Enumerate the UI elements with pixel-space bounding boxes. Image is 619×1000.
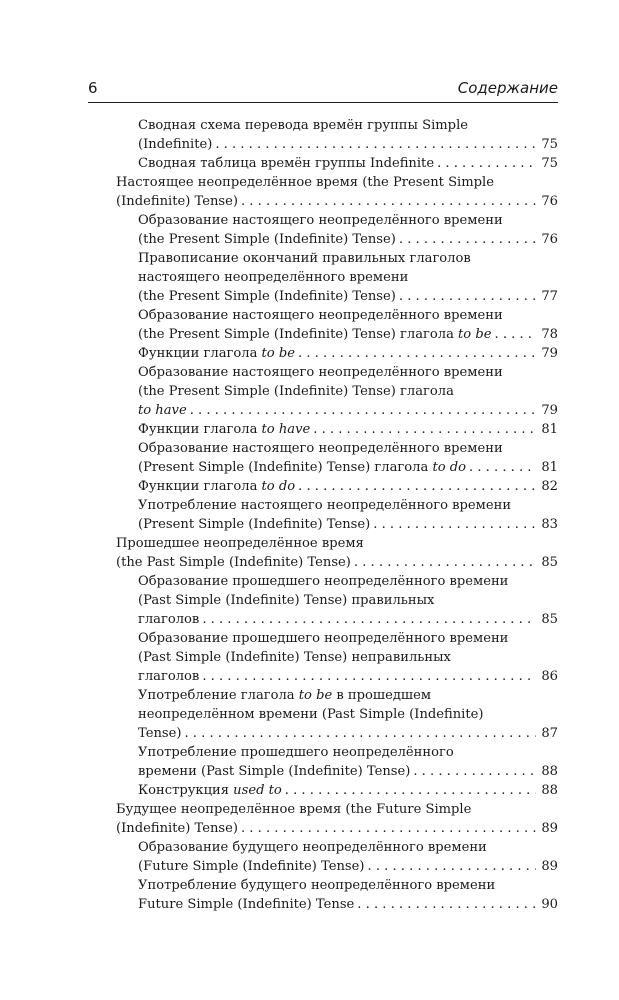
toc-page-number: 87 <box>541 726 558 741</box>
dot-leader <box>399 230 536 249</box>
dot-leader <box>354 553 536 572</box>
toc-page-number: 75 <box>541 156 558 171</box>
toc-entry <box>138 496 558 534</box>
toc-entry <box>138 154 558 173</box>
dot-leader <box>285 781 536 800</box>
toc-page-number: 81 <box>541 422 558 437</box>
toc-entry-line: Образование прошедшего неопределённого времени <box>138 631 509 646</box>
toc-entry-line: (the Present Simple (Indefinite) Tense) глагола to be <box>138 327 492 342</box>
toc-entry-line: Образование настоящего неопределённого времени <box>138 365 503 380</box>
dot-leader <box>368 857 537 876</box>
toc-entry-line: (Past Simple (Indefinite) Tense) правильных <box>138 593 435 608</box>
toc-page-number: 76 <box>541 232 558 247</box>
toc-page-number: 83 <box>541 517 558 532</box>
toc-entry-line: Future Simple (Indefinite) Tense <box>138 897 355 912</box>
page-number: 6 <box>88 79 98 97</box>
dot-leader <box>215 135 536 154</box>
dot-leader <box>241 819 536 838</box>
toc-entry-line: Прошедшее неопределённое время <box>116 536 364 551</box>
toc-entry-line: Конструкция used to <box>138 783 282 798</box>
dot-leader <box>413 762 536 781</box>
dot-leader <box>202 667 536 686</box>
toc-page-number: 79 <box>541 346 558 361</box>
toc-entry-line: времени (Past Simple (Indefinite) Tense) <box>138 764 411 779</box>
toc-entry-line: (Indefinite) Tense) <box>116 821 238 836</box>
toc-page-number: 85 <box>541 612 558 627</box>
dot-leader <box>298 477 536 496</box>
toc-entry <box>138 572 558 629</box>
dot-leader <box>357 895 536 914</box>
dot-leader <box>298 344 536 363</box>
toc-entry-line: Употребление будущего неопределённого времени <box>138 878 496 893</box>
toc-page-number: 77 <box>541 289 558 304</box>
toc-entry-line: (Indefinite) <box>138 137 213 152</box>
toc-entry-line: (the Present Simple (Indefinite) Tense) <box>138 289 396 304</box>
toc-entry-line: настоящего неопределённого времени <box>138 270 409 285</box>
toc-entry-line: Будущее неопределённое время (the Future Simple <box>116 802 472 817</box>
toc-entry-line: Образование прошедшего неопределённого времени <box>138 574 509 589</box>
toc-entry-line: неопределённом времени (Past Simple (Indefinite) <box>138 707 484 722</box>
toc-page-number: 86 <box>541 669 558 684</box>
toc-page-number: 81 <box>541 460 558 475</box>
toc-entry <box>138 420 558 439</box>
toc-entry <box>138 439 558 477</box>
dot-leader <box>373 515 536 534</box>
toc-entry-line: Функции глагола to be <box>138 346 295 361</box>
toc-entry <box>138 477 558 496</box>
toc-entry-line: Функции глагола to do <box>138 479 296 494</box>
toc-entry-line: (the Present Simple (Indefinite) Tense) глагола <box>138 384 454 399</box>
toc-entry-line: (Future Simple (Indefinite) Tense) <box>138 859 365 874</box>
toc-entry-line: глаголов <box>138 669 200 684</box>
toc-page-number: 76 <box>541 194 558 209</box>
dot-leader <box>469 458 536 477</box>
toc-entry-line: Образование будущего неопределённого времени <box>138 840 487 855</box>
toc-entry-line: Образование настоящего неопределённого времени <box>138 213 503 228</box>
toc-entry-line: Образование настоящего неопределённого времени <box>138 441 503 456</box>
toc-entry-line: Употребление настоящего неопределённого времени <box>138 498 512 513</box>
toc-entry-line: Употребление глагола to be в прошедшем <box>138 688 432 703</box>
toc-page-number: 75 <box>541 137 558 152</box>
dot-leader <box>184 724 536 743</box>
dot-leader <box>190 401 536 420</box>
toc-entry-line: (Indefinite) Tense) <box>116 194 238 209</box>
toc-entry-line: Сводная схема перевода времён группы Simple <box>138 118 469 133</box>
toc-entry-line: Правописание окончаний правильных глаголов <box>138 251 471 266</box>
toc-entry-line: (the Present Simple (Indefinite) Tense) <box>138 232 396 247</box>
dot-leader <box>399 287 536 306</box>
toc-entry-line: (Present Simple (Indefinite) Tense) <box>138 517 371 532</box>
toc-entry <box>138 876 558 914</box>
toc-entry-line: глаголов <box>138 612 200 627</box>
dot-leader <box>437 154 536 173</box>
toc-page-number: 89 <box>541 821 558 836</box>
toc-page-number: 88 <box>541 764 558 779</box>
toc-entry <box>138 838 558 876</box>
toc-entry <box>138 686 558 743</box>
toc-entry <box>138 629 558 686</box>
toc-entry <box>116 534 558 572</box>
toc-entry <box>138 344 558 363</box>
toc-entry-line: (Past Simple (Indefinite) Tense) неправильных <box>138 650 451 665</box>
toc-entry-line: Функции глагола to have <box>138 422 311 437</box>
toc-entry <box>138 743 558 781</box>
toc-entry-line: Tense) <box>138 726 182 741</box>
section-title: Содержание <box>457 79 558 97</box>
toc-page-number: 82 <box>541 479 558 494</box>
toc-entry <box>138 211 558 249</box>
toc-entry <box>138 363 558 420</box>
toc-entry-line: Настоящее неопределённое время (the Present Simple <box>116 175 494 190</box>
dot-leader <box>202 610 536 629</box>
toc-entry-line: (Present Simple (Indefinite) Tense) глагола to do <box>138 460 467 475</box>
toc-page-number: 89 <box>541 859 558 874</box>
dot-leader <box>495 325 537 344</box>
toc-entry <box>138 116 558 154</box>
page-header <box>88 79 558 101</box>
toc-page-number: 90 <box>541 897 558 912</box>
table-of-contents <box>116 116 558 914</box>
toc-entry-line: to have <box>138 403 187 418</box>
dot-leader <box>241 192 536 211</box>
toc-entry-line: (the Past Simple (Indefinite) Tense) <box>116 555 351 570</box>
toc-entry-line: Сводная таблица времён группы Indefinite <box>138 156 435 171</box>
toc-entry <box>116 173 558 211</box>
toc-page-number: 85 <box>541 555 558 570</box>
header-rule <box>88 102 558 103</box>
toc-entry <box>138 249 558 306</box>
toc-page-number: 78 <box>541 327 558 342</box>
toc-entry <box>138 306 558 344</box>
dot-leader <box>313 420 536 439</box>
toc-page-number: 79 <box>541 403 558 418</box>
toc-entry <box>116 800 558 838</box>
toc-entry-line: Употребление прошедшего неопределённого <box>138 745 454 760</box>
toc-page-number: 88 <box>541 783 558 798</box>
toc-entry <box>138 781 558 800</box>
toc-entry-line: Образование настоящего неопределённого времени <box>138 308 503 323</box>
